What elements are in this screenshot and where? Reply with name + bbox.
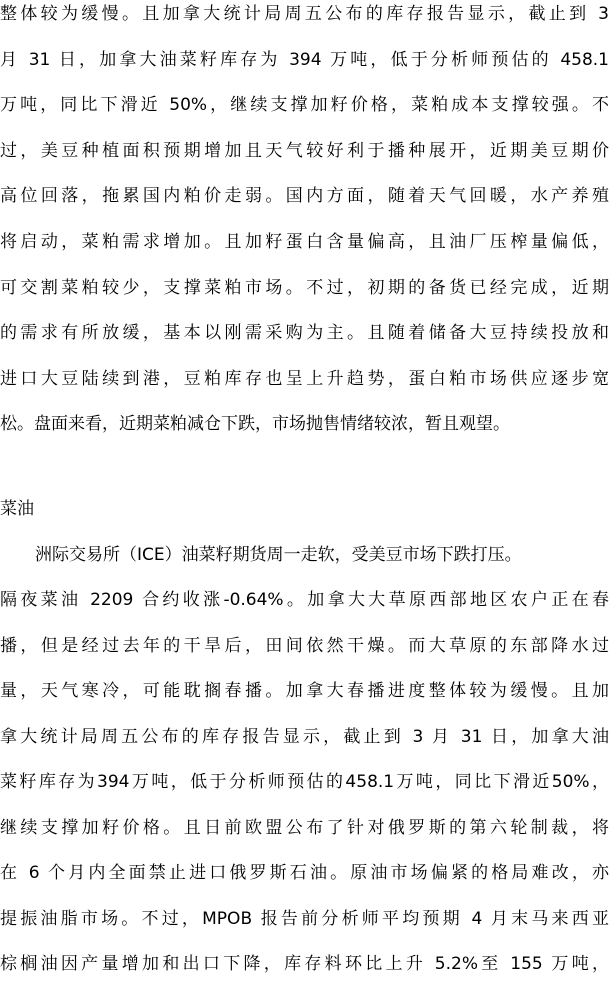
paragraph-line: 将启动，菜粕需求增加。且加籽蛋白含量偏高，且油厂压榨量偏低，: [0, 232, 609, 252]
paragraph-line: 菜籽库存为394万吨，低于分析师预估的458.1万吨，同比下滑近50%，: [0, 772, 609, 792]
paragraph-line: 棕榈油因产量增加和出口下降，库存料环比上升 5.2%至 155 万吨，: [0, 954, 609, 974]
paragraph-line: 在 6 个月内全面禁止进口俄罗斯石油。原油市场偏紧的格局难改，亦: [0, 863, 609, 883]
paragraph-line: 松。盘面来看，近期菜粕减仓下跌，市场抛售情绪较浓，暂且观望。: [0, 414, 510, 434]
paragraph-line: 月 31 日，加拿大油菜籽库存为 394 万吨，低于分析师预估的 458.1: [0, 50, 609, 70]
paragraph-line: 继续支撑加籽价格。且日前欧盟公布了针对俄罗斯的第六轮制裁，将: [0, 818, 609, 838]
paragraph-line: 洲际交易所（ICE）油菜籽期货周一走软，受美豆市场下跌打压。: [35, 545, 522, 565]
paragraph-line: 拿大统计局周五公布的库存报告显示，截止到 3 月 31 日，加拿大油: [0, 727, 609, 747]
paragraph-line: 高位回落，拖累国内粕价走弱。国内方面，随着天气回暖，水产养殖: [0, 186, 609, 206]
paragraph-line: 可交割菜粕较少，支撑菜粕市场。不过，初期的备货已经完成，近期: [0, 278, 609, 298]
paragraph-line: 整体较为缓慢。且加拿大统计局周五公布的库存报告显示，截止到 3: [0, 4, 609, 24]
paragraph-line: 过，美豆种植面积预期增加且天气较好利于播种展开，近期美豆期价: [0, 141, 609, 161]
section-heading-rapeseed-oil: 菜油: [0, 499, 34, 519]
paragraph-line: 进口大豆陆续到港，豆粕库存也呈上升趋势，蛋白粕市场供应逐步宽: [0, 369, 609, 389]
paragraph-line: 播，但是经过去年的干旱后，田间依然干燥。而大草原的东部降水过: [0, 636, 609, 656]
paragraph-line: 万吨，同比下滑近 50%，继续支撑加籽价格，菜粕成本支撑较强。不: [0, 95, 609, 115]
paragraph-line: 的需求有所放缓，基本以刚需采购为主。且随着储备大豆持续投放和: [0, 323, 609, 343]
paragraph-line: 隔夜菜油 2209 合约收涨-0.64%。加拿大大草原西部地区农户正在春: [0, 590, 609, 610]
paragraph-line: 提振油脂市场。不过，MPOB 报告前分析师平均预期 4 月末马来西亚: [0, 909, 609, 929]
paragraph-line: 量，天气寒冷，可能耽搁春播。加拿大春播进度整体较为缓慢。且加: [0, 681, 609, 701]
